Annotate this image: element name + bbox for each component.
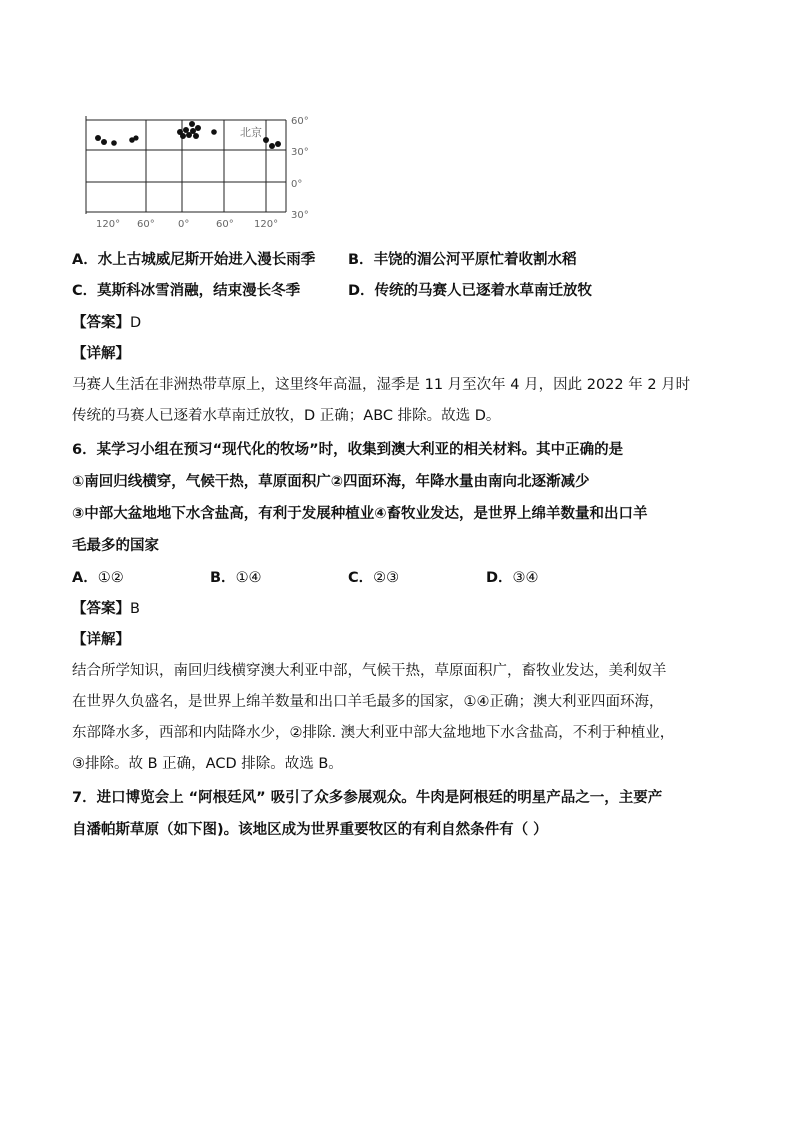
q6-stem-line: ①南回归线横穿，气候干热，草原面积广②四面环海，年降水量由南向北逐渐减少 xyxy=(72,474,590,490)
q5-answer xyxy=(72,313,141,333)
option-letter: B． xyxy=(348,252,374,268)
city-dot xyxy=(211,129,217,135)
option-text: 水上古城威尼斯开始进入漫长雨季 xyxy=(97,252,316,268)
city-dot xyxy=(95,135,101,141)
city-dot xyxy=(195,125,201,131)
q5-detail-line: 马赛人生活在非洲热带草原上，这里终年高温，湿季是 11 月至次年 4 月，因此 2022 年 2 月时 xyxy=(72,377,691,393)
lon-labels xyxy=(96,219,278,230)
lat-label: 0° xyxy=(291,179,303,190)
lat-label: 30° xyxy=(291,210,309,221)
lat-label: 60° xyxy=(291,116,309,127)
option-text: 丰饶的湄公河平原忙着收割水稻 xyxy=(373,252,577,268)
option-text: ①② xyxy=(97,570,124,586)
answer-label: 【答案】 xyxy=(72,601,130,617)
city-dot xyxy=(189,121,195,127)
lon-label: 60° xyxy=(137,219,155,230)
q7-stem-line: 7．进口博览会上 “阿根廷风” 吸引了众多参展观众。牛肉是阿根廷的明星产品之一，主要产 xyxy=(72,790,663,806)
q5-option-b[interactable] xyxy=(348,250,577,270)
q6-option-c[interactable] xyxy=(348,568,399,588)
lon-label: 0° xyxy=(178,219,190,230)
q6-stem-line: 6．某学习小组在预习“现代化的牧场”时，收集到澳大利亚的相关材料。其中正确的是 xyxy=(72,442,624,458)
world-latitude-map xyxy=(82,112,312,230)
city-dot xyxy=(275,141,281,147)
option-letter: A． xyxy=(72,252,98,268)
q6-detail-label: 【详解】 xyxy=(72,632,130,648)
q6-stem-line: 毛最多的国家 xyxy=(72,538,159,554)
q5-option-a[interactable] xyxy=(72,250,315,270)
option-letter: C． xyxy=(348,570,374,586)
city-dot xyxy=(183,127,189,133)
answer-label: 【答案】 xyxy=(72,315,130,331)
q6-option-b[interactable] xyxy=(210,568,262,588)
lon-label: 120° xyxy=(254,219,279,230)
city-dot xyxy=(269,143,275,149)
lon-label: 60° xyxy=(216,219,234,230)
lat-labels xyxy=(291,116,309,221)
q6-stem-line: ③中部大盆地地下水含盐高，有利于发展种植业④畜牧业发达，是世界上绵羊数量和出口羊 xyxy=(72,506,648,522)
q6-detail-line: 东部降水多，西部和内陆降水少，②排除. 澳大利亚中部大盆地地下水含盐高，不利于种植业， xyxy=(72,725,675,741)
q6-detail-line: ③排除。故 B 正确，ACD 排除。故选 B。 xyxy=(72,756,343,772)
option-letter: B． xyxy=(210,570,236,586)
option-letter: D． xyxy=(486,570,513,586)
city-dot xyxy=(133,135,138,140)
option-text: ③④ xyxy=(512,570,539,586)
q5-option-c[interactable] xyxy=(72,281,300,301)
answer-value: D xyxy=(130,315,142,331)
city-dot xyxy=(180,133,186,139)
q6-detail-line: 在世界久负盛名，是世界上绵羊数量和出口羊毛最多的国家，①④正确；澳大利亚四面环海， xyxy=(72,694,664,710)
q5-detail-label: 【详解】 xyxy=(72,346,130,362)
q6-answer xyxy=(72,599,140,619)
q6-option-a[interactable] xyxy=(72,568,124,588)
option-text: 传统的马赛人已逐着水草南迁放牧 xyxy=(374,283,593,299)
q5-option-d[interactable] xyxy=(348,281,592,301)
city-dot xyxy=(111,140,117,146)
q5-detail-line: 传统的马赛人已逐着水草南迁放牧，D 正确；ABC 排除。故选 D。 xyxy=(72,408,501,424)
option-text: 莫斯科冰雪消融，结束漫长冬季 xyxy=(97,283,301,299)
city-label: 北京 xyxy=(240,126,262,139)
answer-value: B xyxy=(130,601,140,617)
city-dot xyxy=(190,128,196,134)
lat-label: 30° xyxy=(291,147,309,158)
lon-label: 120° xyxy=(96,219,121,230)
city-dot xyxy=(101,139,107,145)
option-text: ①④ xyxy=(235,570,262,586)
q7-stem-line: 自潘帕斯草原（如下图)。该地区成为世界重要牧区的有利自然条件有（ ） xyxy=(72,822,548,838)
city-dot xyxy=(193,133,199,139)
option-text: ②③ xyxy=(373,570,400,586)
city-dot xyxy=(263,137,269,143)
option-letter: D． xyxy=(348,283,375,299)
option-letter: C． xyxy=(72,283,98,299)
q6-option-d[interactable] xyxy=(486,568,539,588)
q6-detail-line: 结合所学知识，南回归线横穿澳大利亚中部，气候干热，草原面积广，畜牧业发达，美利奴羊 xyxy=(72,663,667,679)
option-letter: A． xyxy=(72,570,98,586)
